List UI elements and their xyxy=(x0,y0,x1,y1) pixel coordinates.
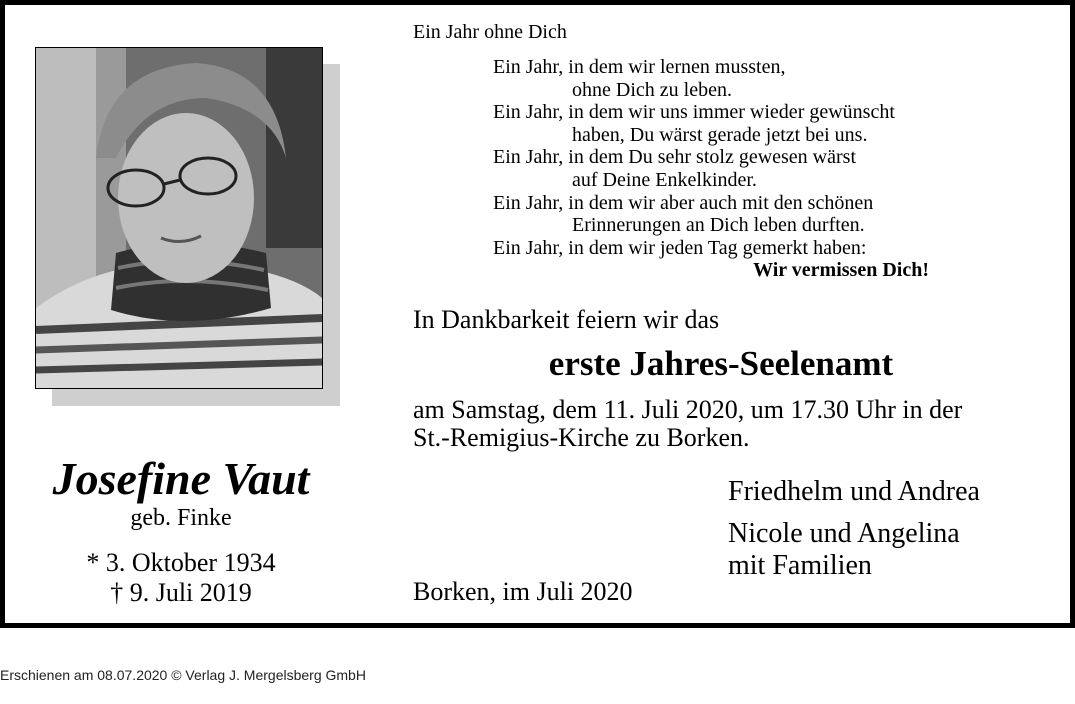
family-signature xyxy=(728,476,980,582)
family-line: Nicole und Angelina xyxy=(728,518,960,549)
poem-line: auf Deine Enkelkinder. xyxy=(572,168,757,191)
publication-footer: Erschienen am 08.07.2020 © Verlag J. Mergelsberg GmbH xyxy=(0,667,366,683)
poem-line: Ein Jahr, in dem wir jeden Tag gemerkt haben: xyxy=(493,236,867,259)
service-details-line: am Samstag, dem 11. Juli 2020, um 17.30 Uhr in der xyxy=(413,395,963,424)
poem-line: Erinnerungen an Dich leben durften. xyxy=(572,214,865,237)
service-intro: In Dankbarkeit feiern wir das xyxy=(413,305,720,334)
service-details-line: St.-Remigius-Kirche zu Borken. xyxy=(413,423,750,452)
maiden-name: geb. Finke xyxy=(130,505,232,531)
death-date: † 9. Juli 2019 xyxy=(110,578,252,607)
place-date: Borken, im Juli 2020 xyxy=(413,577,633,606)
poem-closing: Wir vermissen Dich! xyxy=(753,259,929,282)
poem-line: Ein Jahr, in dem wir aber auch mit den schönen xyxy=(493,191,874,214)
poem-title: Ein Jahr ohne Dich xyxy=(413,21,567,43)
poem-line: Ein Jahr, in dem Du sehr stolz gewesen wärst xyxy=(493,146,856,169)
service-details xyxy=(413,396,962,452)
poem-line: ohne Dich zu leben. xyxy=(572,78,732,101)
poem-line: haben, Du wärst gerade jetzt bei uns. xyxy=(572,123,868,146)
poem xyxy=(493,56,929,282)
family-line: mit Familien xyxy=(728,550,872,581)
deceased-name: Josefine Vaut xyxy=(52,453,310,504)
birth-date: * 3. Oktober 1934 xyxy=(86,548,276,577)
poem-line: Ein Jahr, in dem wir lernen mussten, xyxy=(493,56,786,78)
service-title: erste Jahres-Seelenamt xyxy=(548,344,894,383)
family-line: Friedhelm und Andrea xyxy=(728,476,980,507)
poem-line: Ein Jahr, in dem wir uns immer wieder gewünscht xyxy=(493,101,895,124)
portrait-photo xyxy=(35,47,323,389)
